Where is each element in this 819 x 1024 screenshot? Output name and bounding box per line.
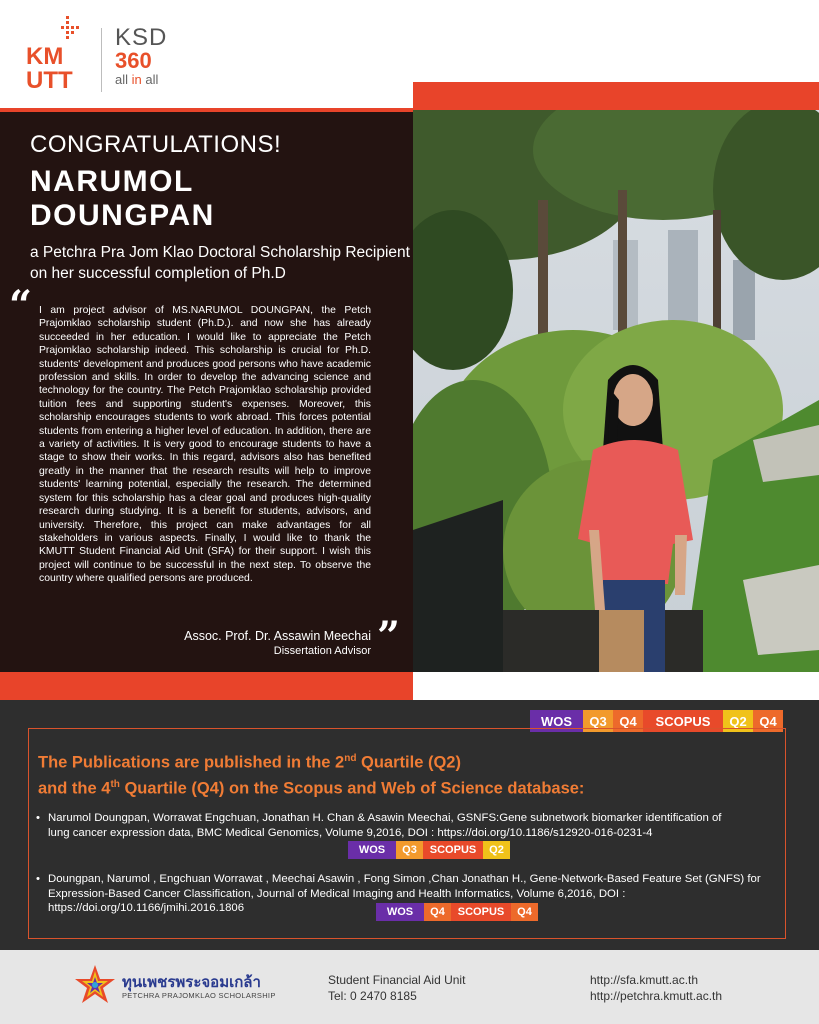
petchra-link[interactable]: http://petchra.kmutt.ac.th [590, 989, 723, 1003]
publication-badges: WOS Q4 SCOPUS Q4 [376, 903, 538, 921]
publication-citation: Narumol Doungpan, Worrawat Engchuan, Jonathan H. Chan & Asawin Meechai, GSNFS:Gene subnetwork biomarker identification of lung cancer expression data, BMC Medical Genomics, Volume 9,2016, DOI : https://doi.org/10.1186/s12920-016-0231-4 [48, 812, 722, 839]
publication-item: • Narumol Doungpan, Worrawat Engchuan, Jonathan H. Chan & Asawin Meechai, GSNFS:Gene subnetwork biomarker identification of lung cancer expression data, BMC Medical Genomics, Volume 9,2016, DOI : https://doi.org/10.1186/s12920-016-0231-4 [36, 811, 796, 861]
kmutt-logo [26, 14, 92, 94]
svg-text:KM: KM [26, 43, 64, 70]
advisor-role: Dissertation Advisor [273, 645, 371, 657]
publication-citation: Doungpan, Narumol , Engchuan Worrawat , Meechai Asawin , Fong Simon ,Chan Jonathan H., Gene-Network-Based Feature Set (GNFS) for Expression-Based Cancer Classification, Journal of Medical Imaging and Health Informatics, Volume 6,2016, DOI : https://doi.org/10.1166/jmihi.2016.1806 [48, 873, 761, 914]
scholarship-english-name: PETCHRA PRAJOMKLAO SCHOLARSHIP [122, 991, 276, 1000]
contact-info: Student Financial Aid Unit Tel: 0 2470 8185 [328, 973, 466, 1003]
ksd-logo [115, 26, 167, 88]
kmutt-plus-icon [26, 14, 92, 94]
congrats-heading: CONGRATULATIONS! [30, 131, 282, 158]
recipient-name: NARUMOL DOUNGPAN [30, 165, 215, 232]
footer [0, 950, 819, 1024]
open-quote-icon: “ [9, 282, 33, 329]
ksd-logo-text: KSD [115, 24, 168, 51]
publication-item: • Doungpan, Narumol , Engchuan Worrawat , Meechai Asawin , Fong Simon ,Chan Jonathan H., Gene-Network-Based Feature Set (GNFS) for Expression-Based Cancer Classification, Journal of Medical Imaging and Health Informatics, Volume 6,2016, DOI : https://doi.org/10.1166/jmihi.2016.1806 [36, 872, 796, 922]
q2-badge: Q2 [723, 710, 753, 732]
website-links [590, 972, 722, 1004]
q4-badge: Q4 [753, 710, 783, 732]
ksd-logo-number: 360 [115, 48, 152, 73]
petchra-star-icon [72, 963, 118, 1009]
ksd-tagline: all in all [115, 72, 159, 87]
recipient-photo [413, 110, 819, 672]
scholarship-thai-name: ทุนเพชรพระจอมเกล้า [122, 974, 261, 991]
recipient-subtitle: a Petchra Pra Jom Klao Doctoral Scholarship Recipient on her successful completion of Ph.D [30, 244, 410, 282]
red-accent-bar-top [413, 82, 819, 110]
sfa-link[interactable]: http://sfa.kmutt.ac.th [590, 973, 699, 987]
advisor-quote: I am project advisor of MS.NARUMOL DOUNGPAN, the Petch Prajomklao scholarship student (Ph.D.). and now she has already succeeded in her education. I would like to appreciate the Petch Prajomklao scholarship indeed. This scholarship is crucial for Ph.D. students' development and produces good persons who have academic profession and skills. In order to develop the advancing science and technology for the country. The Petch Prajomklao scholarship provided tuition fees and supporting student's expenses. Moreover, this scholarship encourages students to work abroad. This forces potential students from entering a higher level of education. In addition, there are a variety of activities. It is very good to encourage students to have a stage to show their works. In this regard, advisors also has benefited greatly in the manner that the research results will help to improve students' learning potential, especially the research. The determined system for this scholarship has a clear goal and produces high-quality research during studying. It is a benefit for students, advisors, and university. Therefore, this project can make advantages for all stakeholders in various aspects. Finally, I would like to thank the KMUTT Student Financial Aid Unit (SFA) for their support. I wish this project will continue to be successful in the next step. To observe the country where qualified persons are produced. [39, 305, 371, 585]
publication-badges: WOS Q3 SCOPUS Q2 [348, 841, 510, 859]
q4-badge: Q4 [613, 710, 643, 732]
wos-badge: WOS [530, 710, 583, 732]
logo-divider [101, 28, 102, 92]
svg-text:UTT: UTT [26, 67, 73, 94]
publications-headline: The Publications are published in the 2nd Quartile (Q2) and the 4th Quartile (Q4) on the Scopus and Web of Science database: [38, 753, 585, 797]
red-accent-line [0, 108, 413, 112]
q3-badge: Q3 [583, 710, 613, 732]
scopus-badge: SCOPUS [643, 710, 723, 732]
spacer [413, 672, 819, 700]
close-quote-icon: ” [377, 613, 401, 660]
advisor-name: Assoc. Prof. Dr. Assawin Meechai [184, 629, 371, 643]
red-accent-bar-bottom [0, 672, 413, 700]
